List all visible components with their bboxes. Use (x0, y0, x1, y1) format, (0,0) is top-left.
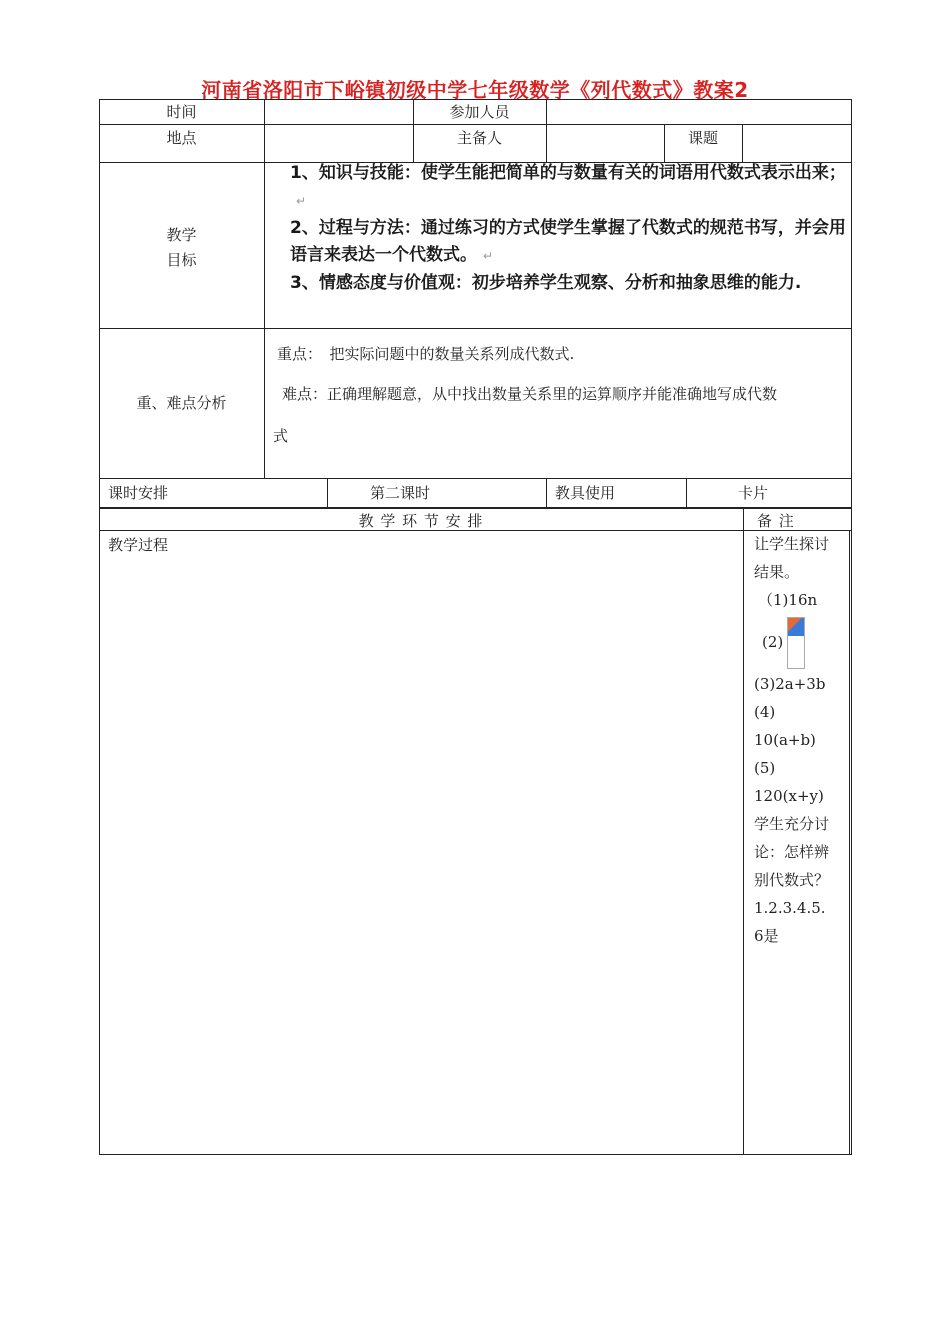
process-label: 教学过程 (108, 536, 169, 554)
note-line: 别代数式？ (754, 871, 830, 889)
page-title: 河南省洛阳市下峪镇初级中学七年级数学《列代数式》教案2 (201, 78, 749, 102)
goal-item-process: 2、过程与方法：通过练习的方式使学生掌握了代数式的规范书写，并会用语言来表达一个代数式。 ↵ (290, 218, 846, 265)
preparer-label: 主备人 (456, 129, 502, 147)
tools-label: 教具使用 (555, 484, 616, 502)
note-line: (3)2a+3b (754, 675, 826, 693)
note-line: 10(a+b) (754, 731, 816, 749)
hours-label: 课时安排 (108, 484, 169, 502)
note-line: 让学生探讨 (754, 535, 830, 553)
difficult-point-line1: 难点：正确理解题意，从中找出数量关系里的运算顺序并能准确地写成代数 (282, 385, 778, 403)
note-line: 6是 (754, 927, 779, 945)
note-line: 结果。 (754, 563, 800, 581)
goals-label (99, 223, 264, 273)
image-placeholder-icon (787, 617, 805, 669)
hours-value: 第二课时 (370, 484, 431, 502)
return-mark-icon: ↵ (483, 249, 494, 263)
note-line: 论：怎样辨 (754, 843, 830, 861)
return-mark-icon: ↵ (296, 194, 307, 208)
time-label: 时间 (166, 103, 197, 121)
note-line: 学生充分讨 (754, 815, 830, 833)
analysis-label: 重、难点分析 (136, 394, 227, 412)
goal-item-knowledge: 1、知识与技能：使学生能把简单的与数量有关的词语用代数式表示出来；↵ (290, 163, 846, 208)
place-label: 地点 (166, 129, 197, 147)
note-line: (4) (754, 703, 776, 721)
key-point: 重点： 把实际问题中的数量关系列成代数式. (277, 345, 575, 363)
note-line: (2) (754, 614, 842, 670)
goals-list (290, 160, 850, 297)
notes-header: 备 注 (757, 512, 795, 530)
note-line: 1.2.3.4.5. (754, 899, 826, 917)
goals-label-line2: 目标 (166, 251, 197, 269)
arrangement-header: 教 学 环 节 安 排 (358, 512, 484, 530)
note-line: 120(x+y) (754, 787, 824, 805)
goal-item-attitude: 3、情感态度与价值观：初步培养学生观察、分析和抽象思维的能力. (290, 273, 802, 293)
arrangement-table (99, 508, 852, 1155)
note-line: (5) (754, 759, 776, 777)
note-line: （1)16n (758, 591, 818, 609)
difficult-point-line2: 式 (273, 427, 289, 445)
tools-value: 卡片 (738, 484, 769, 502)
participants-label: 参加人员 (449, 103, 510, 121)
goals-label-line1: 教学 (166, 226, 197, 244)
notes-column (754, 530, 842, 950)
topic-label: 课题 (687, 129, 718, 147)
